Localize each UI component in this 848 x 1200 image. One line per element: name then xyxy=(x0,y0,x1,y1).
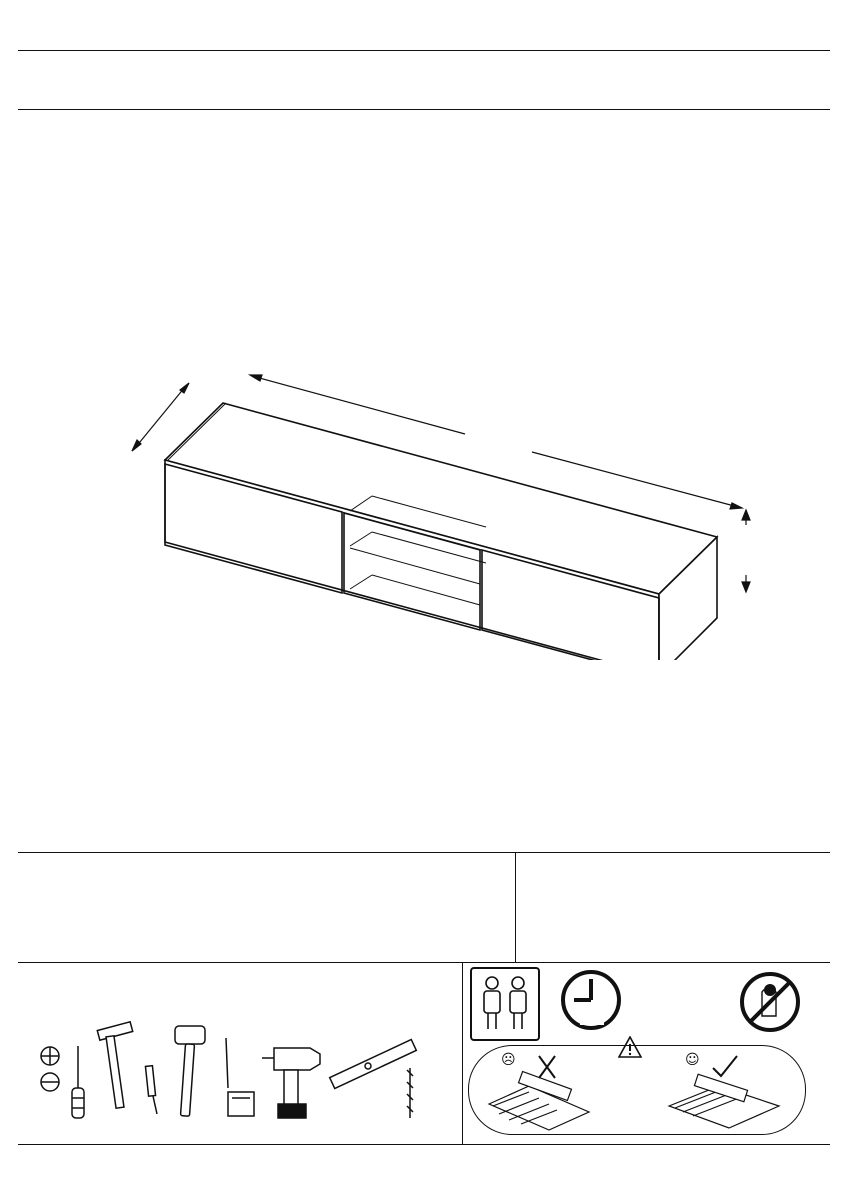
drill-bit-icon xyxy=(407,1068,413,1118)
two-persons-box xyxy=(470,967,540,1041)
no-children-icon xyxy=(738,970,802,1034)
assembly-divider xyxy=(462,962,463,1144)
two-persons-icon xyxy=(472,969,538,1039)
assembly-time-clock xyxy=(556,965,626,1035)
spirit-level-icon xyxy=(330,1040,417,1089)
tv-cabinet-illustration xyxy=(110,360,790,660)
scale-ruler-svg xyxy=(28,120,78,550)
floor-protection-panel xyxy=(468,1045,806,1135)
header-divider xyxy=(18,50,830,51)
no-children-sign xyxy=(738,970,802,1034)
sad-face-icon: ☹ xyxy=(501,1052,516,1068)
header-divider-2 xyxy=(18,109,830,110)
floor-protection-illustration xyxy=(469,1046,805,1134)
footer-divider xyxy=(18,1144,830,1145)
info-vertical-divider xyxy=(515,852,516,962)
info-top-border xyxy=(18,852,830,853)
info-mid-border xyxy=(18,962,830,963)
tools-illustrations xyxy=(36,1018,436,1130)
screwdriver-icon xyxy=(41,1046,84,1118)
happy-face-icon: ☺ xyxy=(685,1052,700,1068)
tools-svg xyxy=(36,1018,436,1130)
clock-icon xyxy=(556,965,626,1035)
tape-measure-icon xyxy=(226,1038,254,1116)
furniture-drawing xyxy=(110,360,790,660)
scale-ruler xyxy=(28,120,78,550)
mallet-icon xyxy=(175,1026,205,1116)
drill-icon xyxy=(262,1048,320,1118)
awl-icon xyxy=(145,1066,157,1114)
hammer-icon xyxy=(97,1022,132,1108)
